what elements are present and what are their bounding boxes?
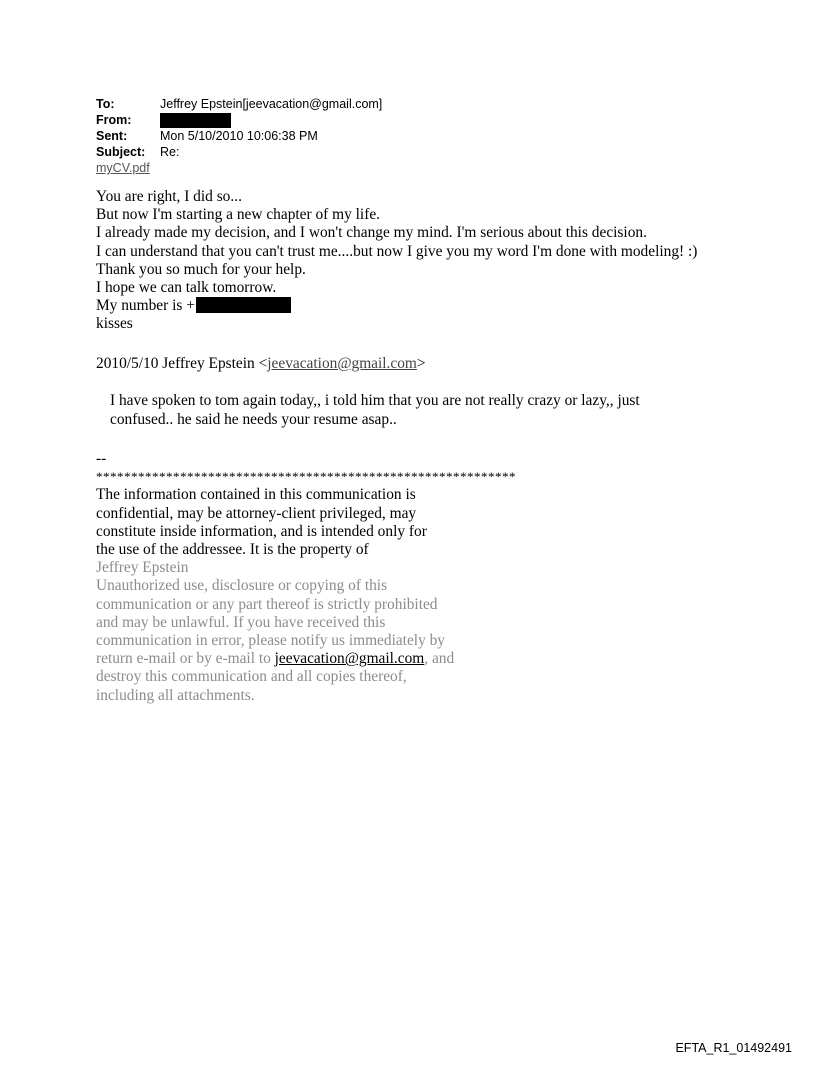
signature-block (96, 450, 616, 705)
disclaimer-line: The information contained in this communication is (96, 486, 416, 504)
signature-stars: ************************************************************ (96, 469, 516, 485)
subject-row (96, 144, 656, 160)
attachment-row (96, 160, 656, 176)
sent-row (96, 128, 656, 144)
to-value: Jeffrey Epstein[jeevacation@gmail.com] (160, 97, 383, 111)
sent-label: Sent: (96, 129, 128, 143)
reply-email-link[interactable]: jeevacation@gmail.com (267, 355, 417, 372)
phone-redaction-block (196, 297, 291, 313)
document-id: EFTA_R1_01492491 (675, 1041, 792, 1055)
reply-attribution (96, 355, 426, 373)
closing-line: kisses (96, 315, 133, 333)
disclaimer-gray-line: Unauthorized use, disclosure or copying of this (96, 577, 388, 595)
subject-value: Re: (160, 145, 180, 159)
quote-line: confused.. he said he needs your resume asap.. (110, 410, 397, 428)
phone-number-line (96, 297, 796, 315)
from-redaction-block (160, 113, 231, 128)
sent-value: Mon 5/10/2010 10:06:38 PM (160, 129, 318, 143)
message-line: Thank you so much for your help. (96, 260, 306, 278)
to-row (96, 96, 656, 112)
disclaimer-gray-line: destroy this communication and all copies thereof, (96, 668, 407, 686)
disclaimer-gray-line: Jeffrey Epstein (96, 559, 189, 577)
return-prefix: return e-mail or by e-mail to (96, 650, 275, 668)
from-row (96, 112, 656, 128)
subject-label: Subject: (96, 145, 146, 159)
disclaimer-return-line (96, 650, 616, 668)
disclaimer-gray-line: communication or any part thereof is strictly prohibited (96, 595, 438, 613)
reply-suffix: > (416, 355, 426, 372)
return-suffix: , and (424, 650, 455, 668)
message-line: I can understand that you can't trust me....but now I give you my word I'm done with modeling! :) (96, 242, 698, 260)
phone-number-prefix: My number is + (96, 297, 195, 315)
disclaimer-gray-line: including all attachments. (96, 686, 255, 704)
disclaimer-line: constitute inside information, and is intended only for (96, 522, 427, 540)
return-email-link[interactable]: jeevacation@gmail.com (274, 650, 425, 668)
message-line: You are right, I did so... (96, 188, 242, 205)
disclaimer-gray-line: and may be unlawful. If you have received this (96, 613, 386, 631)
message-line: I hope we can talk tomorrow. (96, 279, 277, 297)
to-label: To: (96, 97, 115, 111)
attachment-link[interactable]: myCV.pdf (96, 161, 150, 175)
signature-dashes: -- (96, 450, 107, 467)
from-label: From: (96, 113, 132, 127)
quoted-message (110, 392, 710, 429)
quote-line: I have spoken to tom again today,, i told him that you are not really crazy or lazy,, just (110, 392, 640, 409)
reply-prefix: 2010/5/10 Jeffrey Epstein < (96, 355, 268, 372)
message-line: I already made my decision, and I won't change my mind. I'm serious about this decision. (96, 224, 647, 242)
disclaimer-line: confidential, may be attorney-client privileged, may (96, 504, 417, 522)
message-line: But now I'm starting a new chapter of my life. (96, 206, 381, 224)
message-body (96, 188, 796, 334)
disclaimer-line: the use of the addressee. It is the property of (96, 541, 369, 559)
disclaimer-gray-line: communication in error, please notify us immediately by (96, 632, 446, 650)
email-header (96, 96, 656, 176)
